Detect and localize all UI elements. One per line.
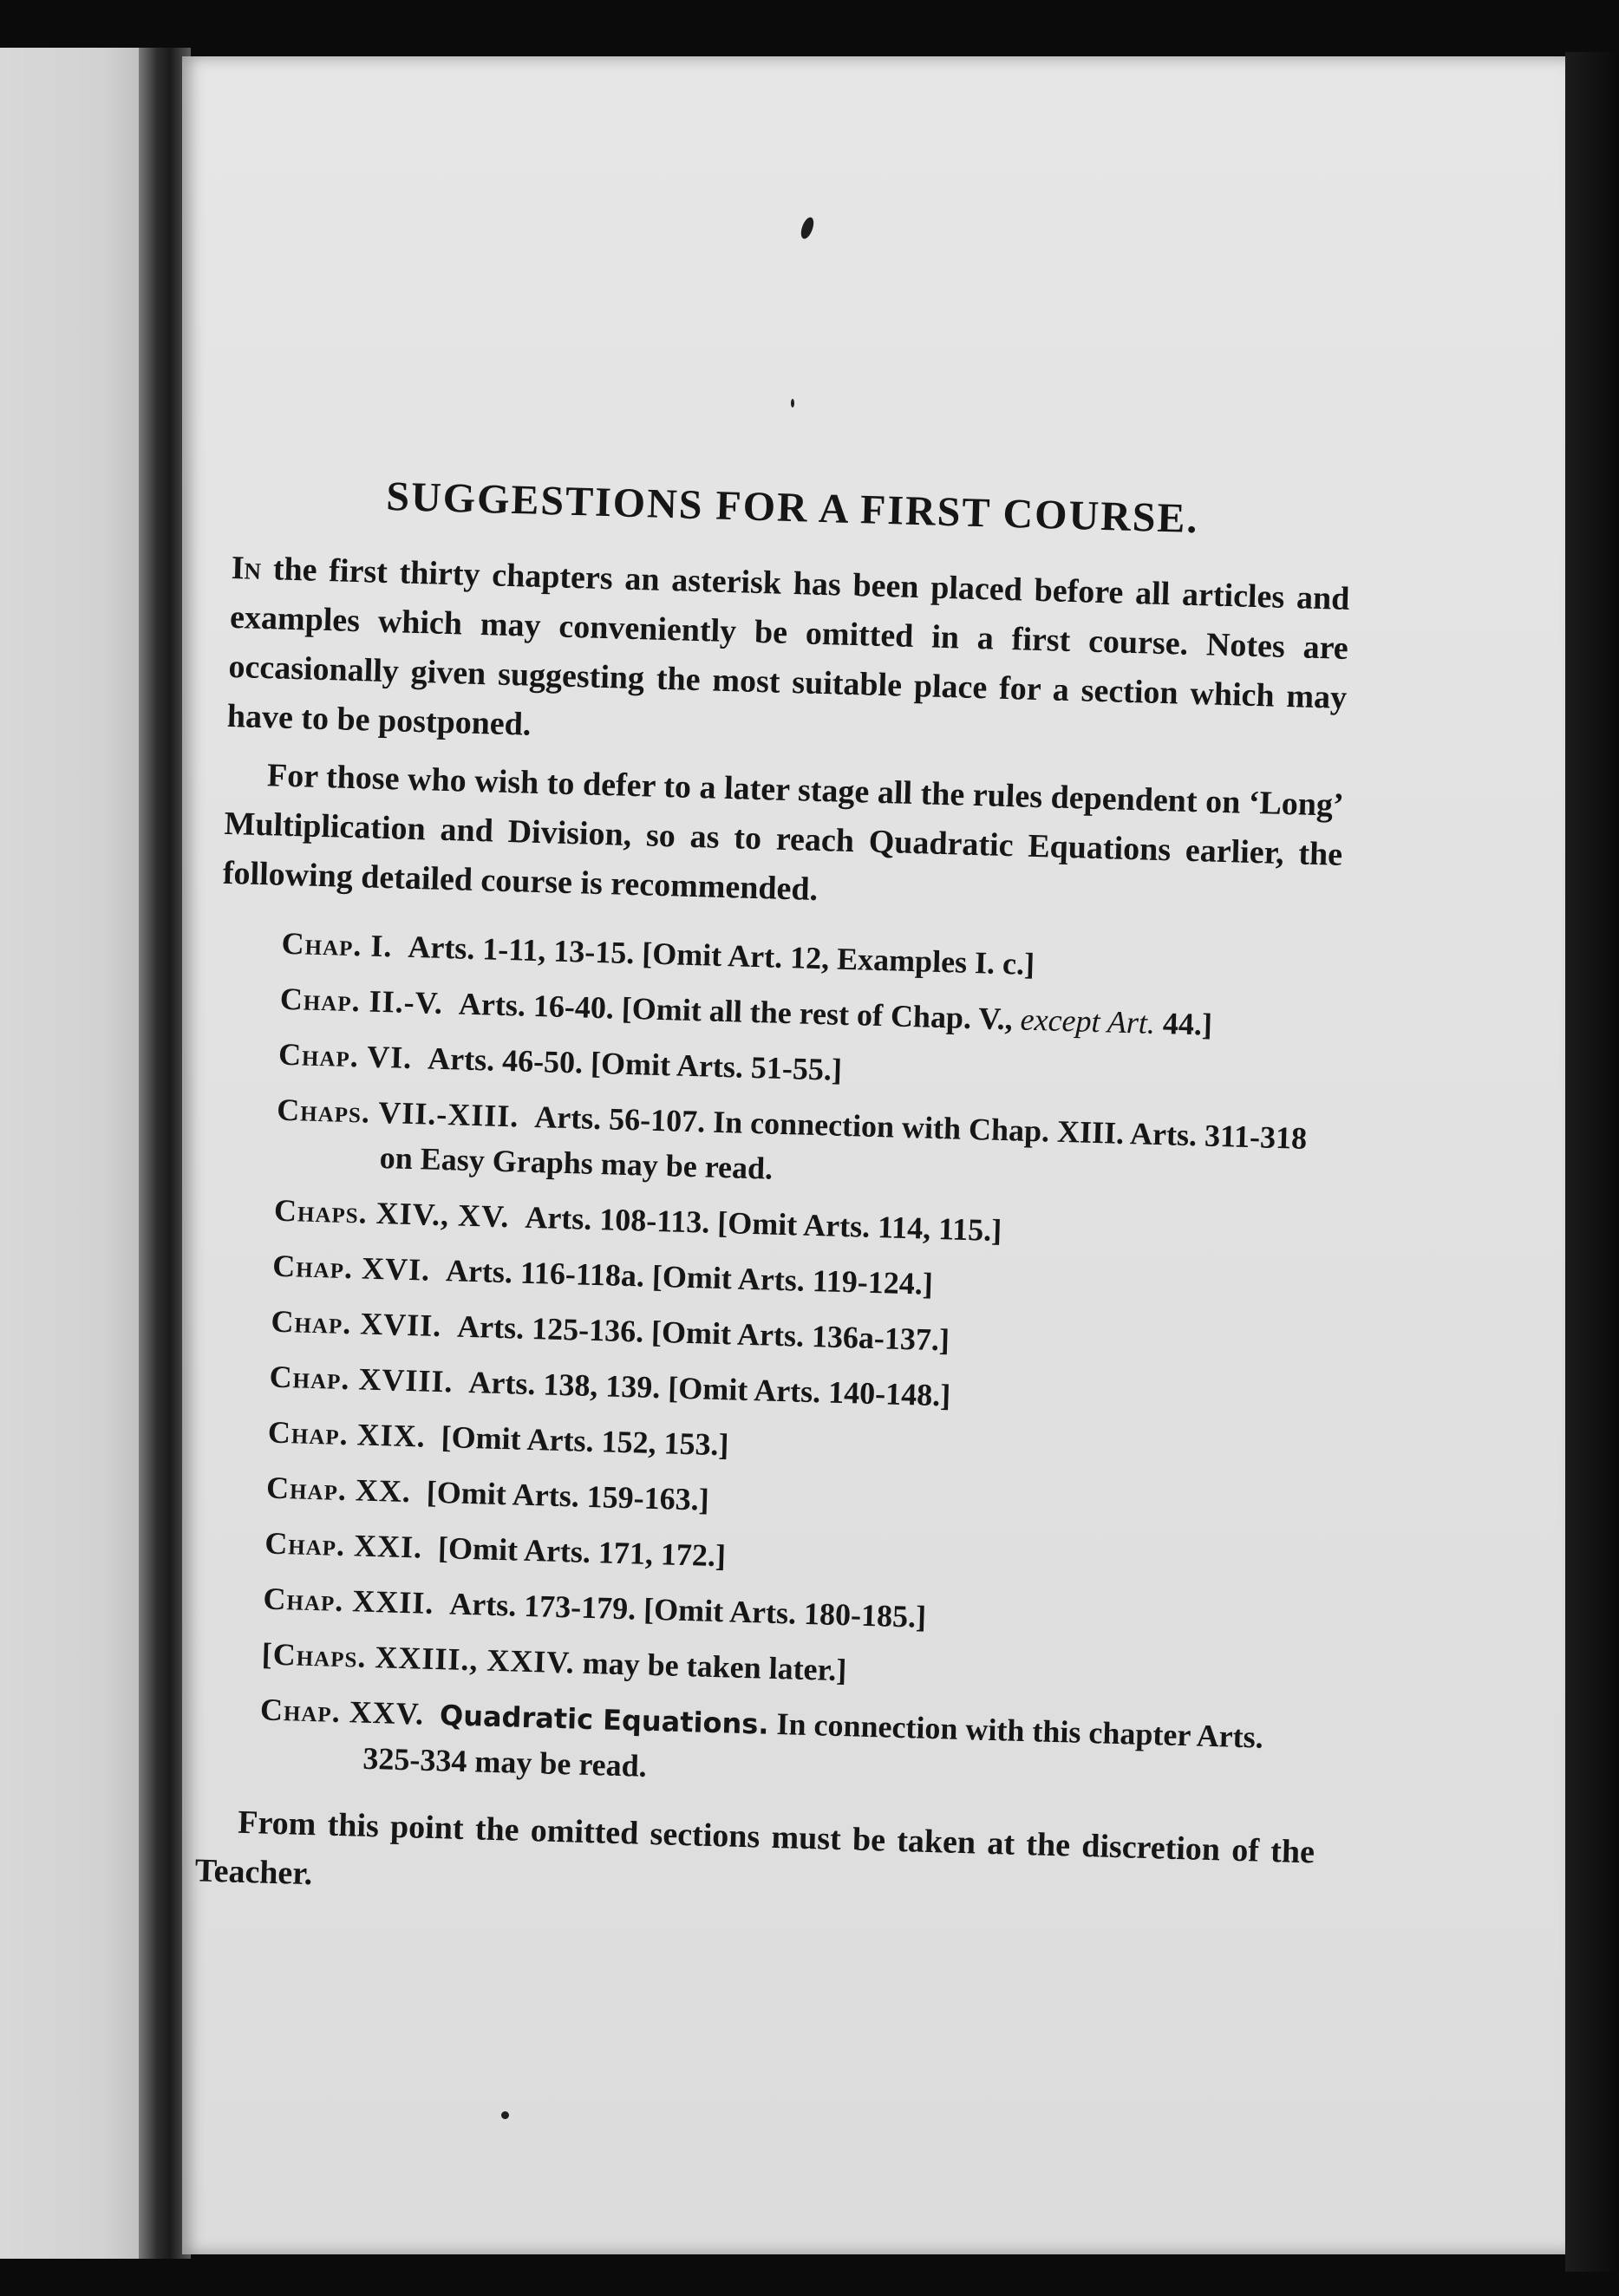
course-chapter: Chap. XX. [265, 1470, 412, 1510]
course-item-chaps-7-13 [275, 1087, 1335, 1207]
left-facing-page [0, 48, 147, 2259]
intro-paragraph [226, 544, 1350, 773]
course-chapter: Chaps. XIV., XV. [273, 1192, 510, 1235]
course-text: Arts. 138, 139. [Omit Arts. 140-148.] [467, 1364, 951, 1413]
course-chapter: Chap. XVIII. [269, 1359, 454, 1399]
course-text: In connection with this chapter Arts. 325-334 may be read. [362, 1706, 1264, 1784]
course-topic: Quadratic Equations. [439, 1699, 770, 1741]
course-chapter: Chap. XVI. [271, 1248, 431, 1288]
course-chapter: Chaps. VII.-XIII. [276, 1092, 519, 1134]
course-text: Arts. 46-50. [Omit Arts. 51-55.] [427, 1040, 843, 1087]
course-text: Arts. 125-136. [Omit Arts. 136a-137.] [456, 1308, 950, 1358]
course-chapter: Chap. I. [281, 925, 394, 964]
course-text: Arts. 116-118a. [Omit Arts. 119-124.] [445, 1253, 934, 1301]
course-text: Arts. 173-179. [Omit Arts. 180-185.] [448, 1586, 927, 1634]
course-text-tail: 44.] [1154, 1005, 1213, 1042]
course-list [198, 919, 1340, 1808]
course-chapter: Chap. II.-V. [279, 981, 444, 1021]
course-chapter: Chap. XVII. [270, 1303, 442, 1344]
page-content [194, 468, 1353, 1935]
course-text: Arts. 56-107. In connection with Chap. XIII. Arts. 311-318 on Easy Graphs may be read. [379, 1099, 1308, 1186]
right-page-edge [1565, 52, 1619, 2272]
course-chapter: [Chaps. XXIII., XXIV. [261, 1636, 576, 1680]
course-text: [Omit Arts. 171, 172.] [437, 1530, 727, 1574]
course-text: Arts. 16-40. [Omit all the rest of Chap. V., [458, 986, 1022, 1037]
course-chapter: Chap. XXV. [259, 1692, 425, 1732]
course-text: Arts. 1-11, 13-15. [Omit Art. 12, Examples I. c.] [407, 929, 1035, 982]
ink-speck [501, 2111, 509, 2119]
ink-speck [791, 399, 794, 408]
course-item-chap-25 [258, 1686, 1318, 1807]
course-chapter: Chap. VI. [277, 1036, 413, 1075]
course-chapter: Chap. XIX. [267, 1414, 427, 1454]
course-text: [Omit Arts. 159-163.] [426, 1474, 710, 1517]
intro-text: the first thirty chapters an asterisk has been placed before all articles and examples which may conveniently be omitted in a first course. Notes are occasionally given suggesting the most suitable place for a section which may have to be postponed. [226, 550, 1350, 743]
course-text: may be taken later.] [582, 1645, 847, 1688]
closing-paragraph: From this point the omitted sections must be taken at the discretion of the Teacher. [194, 1804, 1315, 1893]
course-text: Arts. 108-113. [Omit Arts. 114, 115.] [524, 1199, 1002, 1249]
course-text-italic: except Art. [1020, 1001, 1156, 1040]
course-text: [Omit Arts. 152, 153.] [441, 1419, 730, 1463]
intro-first-word: In [231, 549, 262, 587]
page-title: SUGGESTIONS FOR A FIRST COURSE. [385, 473, 1200, 543]
second-paragraph: For those who wish to defer to a later stage all the rules dependent on ‘Long’ Multiplication and Division, so as to reach Quadratic Equations earlier, the following detailed course is recommended. [222, 757, 1345, 908]
course-chapter: Chap. XXII. [263, 1581, 434, 1621]
course-chapter: Chap. XXI. [264, 1525, 423, 1565]
